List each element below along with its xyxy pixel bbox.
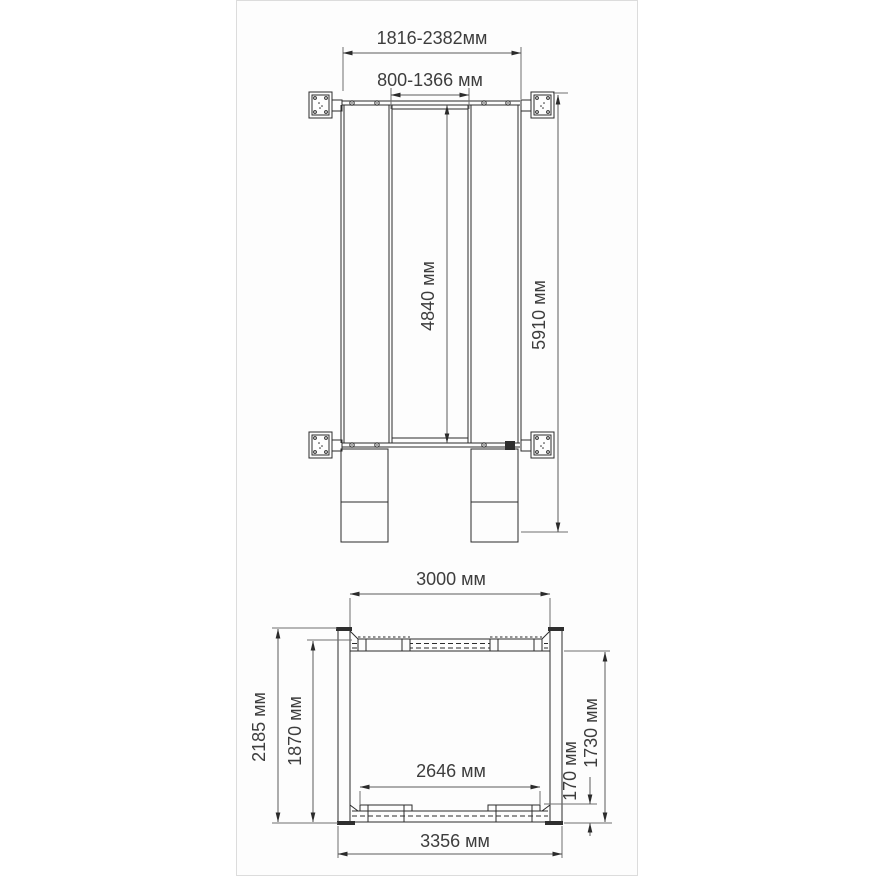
anchor-bracket-top-right: [521, 92, 554, 118]
dim-track-gap: [377, 70, 483, 109]
anchor-bracket-bottom-right: [521, 432, 554, 458]
left-column-cap: [336, 627, 352, 631]
dim-base-width: [338, 826, 562, 858]
anchor-bracket-top-left: [309, 92, 342, 118]
plan-top-beam: [342, 101, 520, 105]
dim-label-track-gap: 800-1366 мм: [377, 70, 483, 90]
right-column-cap: [548, 627, 564, 631]
dim-inner-span: [360, 761, 540, 805]
right-runway: [468, 105, 521, 443]
plan-view: [309, 28, 568, 542]
dim-platform-length: [418, 105, 447, 443]
right-ramp: [471, 449, 518, 542]
dim-inner-height: [285, 640, 352, 822]
dim-label-inner-span: 2646 мм: [416, 761, 486, 781]
dim-label-overall-width: 1816-2382мм: [376, 28, 488, 48]
dim-top-width: [350, 569, 550, 627]
dim-label-base-width: 3356 мм: [420, 831, 490, 851]
bottom-platform: [350, 805, 550, 822]
anchor-bracket-bottom-left: [309, 432, 342, 458]
dim-label-clearance-height: 1730 мм: [581, 698, 601, 768]
left-ramp: [341, 449, 388, 542]
dim-label-platform-height: 170 мм: [560, 741, 580, 801]
left-column: [338, 630, 350, 822]
top-crossbeam: [350, 631, 550, 651]
left-runway: [341, 105, 392, 443]
dim-label-platform-length: 4840 мм: [418, 261, 438, 331]
dim-label-inner-height: 1870 мм: [285, 696, 305, 766]
dim-label-overall-length: 5910 мм: [529, 280, 549, 350]
dim-label-top-width: 3000 мм: [416, 569, 486, 589]
dim-label-total-height: 2185 мм: [249, 692, 269, 762]
front-view: [249, 569, 612, 858]
dim-overall-length: [521, 93, 568, 532]
